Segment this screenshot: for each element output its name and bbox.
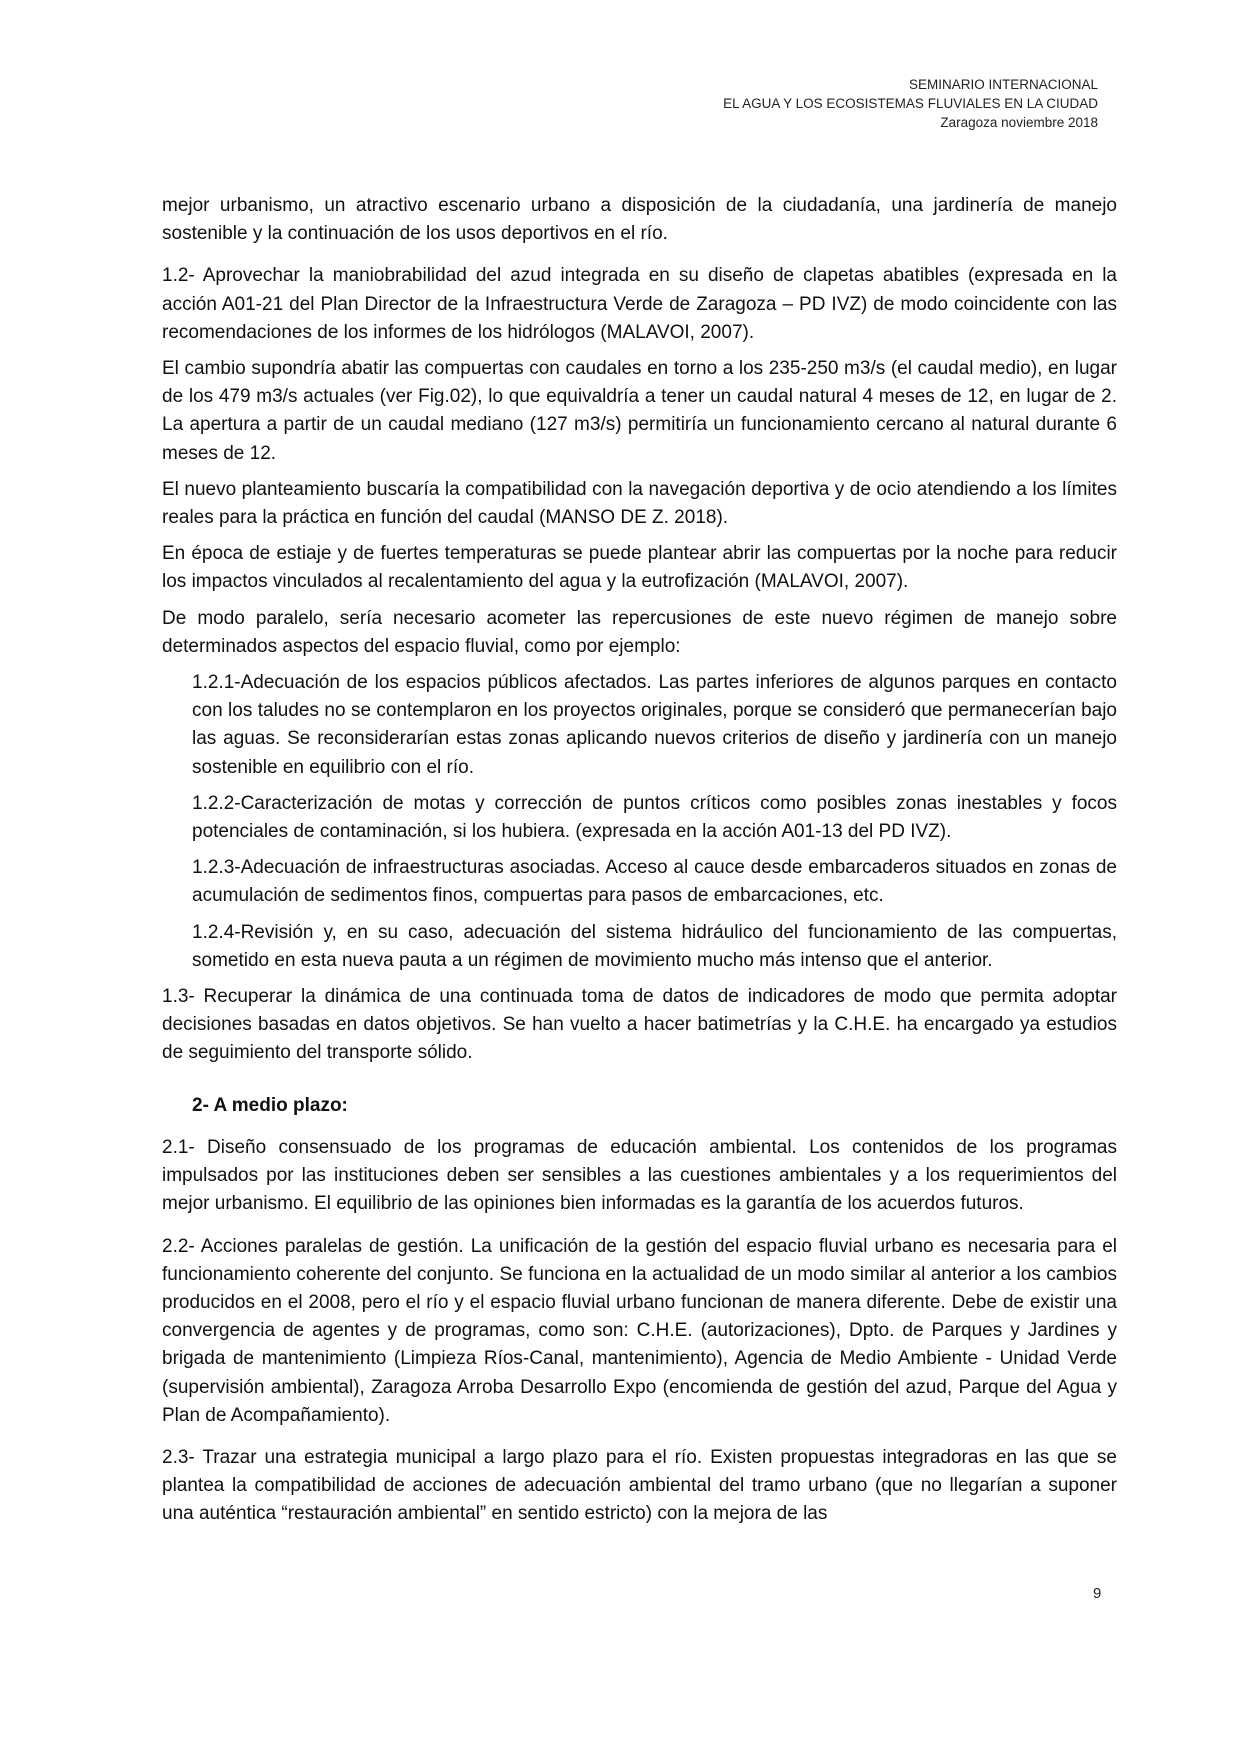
paragraph: El cambio supondría abatir las compuertas con caudales en torno a los 235-250 m3/s (el caudal medio), en lugar de los 479 m3/s actuales (ver Fig.02), lo que equivaldría a tener un caudal natural 4 meses de 12, en lugar de 2. La apertura a partir de un caudal mediano (127 m3/s) permitiría un funcionamiento cercano al natural durante 6 meses de 12. [162,358,1117,464]
paragraph: 2.1- Diseño consensuado de los programas de educación ambiental. Los contenidos de los programas impulsados por las instituciones deben ser sensibles a las cuestiones ambientales y a los requerimientos del mejor urbanismo. El equilibrio de las opiniones bien informadas es la garantía de los acuerdos futuros. [162,1136,1117,1215]
paragraph: 1.3- Recuperar la dinámica de una continuada toma de datos de indicadores de modo que permita adoptar decisiones basadas en datos objetivos. Se han vuelto a hacer batimetrías y la C.H.E. ha encargado ya estudios de seguimiento del transporte sólido. [162,986,1117,1064]
header-location-date: Zaragoza noviembre 2018 [940,115,1098,130]
paragraph: De modo paralelo, sería necesario acometer las repercusiones de este nuevo régimen de manejo sobre determinados aspectos del espacio fluvial, como por ejemplo: [162,607,1117,657]
subsection-paragraph: 1.2.2-Caracterización de motas y corrección de puntos críticos como posibles zonas inestables y focos potenciales de contaminación, si los hubiera. (expresada en la acción A01-13 del PD IVZ). [192,792,1117,843]
header-seminar-subtitle: EL AGUA Y LOS ECOSISTEMAS FLUVIALES EN LA CIUDAD [723,96,1098,111]
section-heading: 2- A medio plazo: [192,1094,348,1116]
page-header [723,75,1098,132]
paragraph: mejor urbanismo, un atractivo escenario urbano a disposición de la ciudadanía, una jardinería de manejo sostenible y la continuación de los usos deportivos en el río. [162,195,1117,245]
paragraph: El nuevo planteamiento buscaría la compatibilidad con la navegación deportiva y de ocio atendiendo a los límites reales para la práctica en función del caudal (MANSO DE Z. 2018). [162,478,1117,529]
paragraph: 2.3- Trazar una estrategia municipal a largo plazo para el río. Existen propuestas integradoras en las que se plantea la compatibilidad de acciones de adecuación ambiental del tramo urbano (que no llegarían a suponer una auténtica “restauración ambiental” en sentido estricto) con la mejora de las [162,1446,1117,1525]
subsection-paragraph: 1.2.3-Adecuación de infraestructuras asociadas. Acceso al cauce desde embarcaderos situados en zonas de acumulación de sedimentos finos, compuertas para pasos de embarcaciones, etc. [192,857,1117,907]
paragraph: 2.2- Acciones paralelas de gestión. La unificación de la gestión del espacio fluvial urbano es necesaria para el funcionamiento coherente del conjunto. Se funciona en la actualidad de un modo similar al anterior a los cambios producidos en el 2008, pero el río y el espacio fluvial urbano funcionan de manera diferente. Debe de existir una convergencia de agentes y de programas, como son: C.H.E. (autorizaciones), Dpto. de Parques y Jardines y brigada de mantenimiento (Limpieza Ríos-Canal, mantenimiento), Agencia de Medio Ambiente - Unidad Verde (supervisión ambiental), Zaragoza Arroba Desarrollo Expo (encomienda de gestión del azud, Parque del Agua y Plan de Acompañamiento). [162,1235,1117,1426]
paragraph: En época de estiaje y de fuertes temperaturas se puede plantear abrir las compuertas por la noche para reducir los impactos vinculados al recalentamiento del agua y la eutrofización (MALAVOI, 2007). [162,543,1117,593]
paragraph: 1.2- Aprovechar la maniobrabilidad del azud integrada en su diseño de clapetas abatibles (expresada en la acción A01-21 del Plan Director de la Infraestructura Verde de Zaragoza – PD IVZ) de modo coincidente con las recomendaciones de los informes de los hidrólogos (MALAVOI, 2007). [162,265,1117,343]
page-number: 9 [1093,1585,1102,1602]
header-seminar-title: SEMINARIO INTERNACIONAL [908,77,1098,92]
subsection-paragraph: 1.2.1-Adecuación de los espacios públicos afectados. Las partes inferiores de algunos parques en contacto con los taludes no se contemplaron en los proyectos originales, porque se consideró que permanecerían bajo las aguas. Se reconsiderarían estas zonas aplicando nuevos criterios de diseño y jardinería con un manejo sostenible en equilibrio con el río. [192,672,1117,778]
document-body [162,192,1117,1537]
subsection-paragraph: 1.2.4-Revisión y, en su caso, adecuación del sistema hidráulico del funcionamiento de las compuertas, sometido en esta nueva pauta a un régimen de movimiento mucho más intenso que el anterior. [192,921,1117,971]
